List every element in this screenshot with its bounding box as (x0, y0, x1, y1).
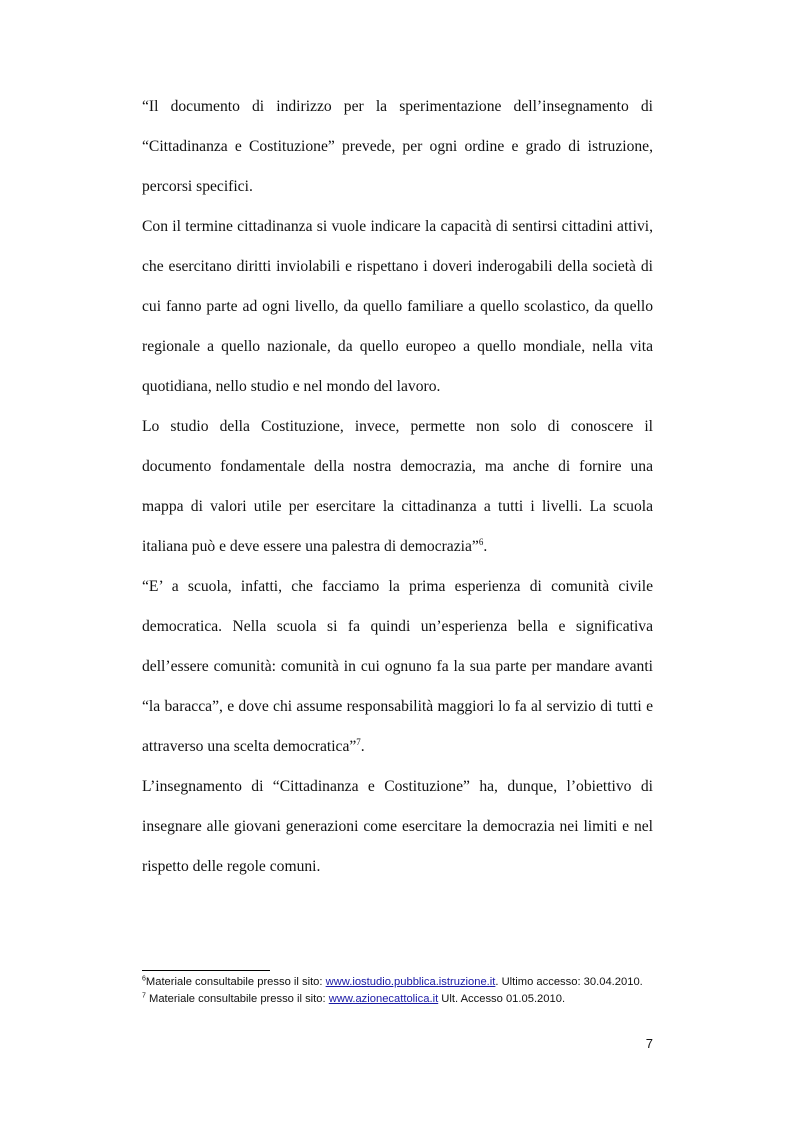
paragraph-2 (142, 207, 653, 407)
footnote-7 (142, 992, 653, 1007)
footnote-6-tail: . Ultimo accesso: 30.04.2010. (495, 976, 643, 988)
footnote-ref-7[interactable]: 7 (356, 736, 361, 747)
footnote-6-number: 6 (142, 975, 146, 983)
paragraph-4-end: . (360, 738, 365, 755)
footnote-6-text: Materiale consultabile presso il sito: (145, 976, 326, 988)
footnote-separator (142, 970, 270, 971)
footnote-7-link[interactable]: www.azionecattolica.it (328, 993, 439, 1005)
paragraph-3-text: Lo studio della Costituzione, invece, permette non solo di conoscere il documento fondamentale della nostra democrazia, ma anche di fornire una mappa di valori utile per esercitare la cittadinanza a tutti i livelli. La scuola italiana può e deve essere una palestra di democrazia” (142, 418, 653, 555)
footnote-6 (142, 975, 653, 990)
paragraph-5-text: L’insegnamento di “Cittadinanza e Costituzione” ha, dunque, l’obiettivo di insegnare alle giovani generazioni come esercitare la democrazia nei limiti e nel rispetto delle regole comuni. (142, 778, 653, 875)
footnote-ref-6[interactable]: 6 (478, 536, 484, 547)
footnote-6-link[interactable]: www.iostudio.pubblica.istruzione.it (325, 976, 496, 988)
paragraph-3 (142, 407, 653, 567)
paragraph-1 (142, 87, 653, 207)
paragraph-4-text: “E’ a scuola, infatti, che facciamo la prima esperienza di comunità civile democratica. Nella scuola si fa quindi un’esperienza bella e significativa dell’essere comunità: comunità in cui ognuno fa la sua parte per mandare avanti “la baracca”, e dove chi assume responsabilità maggiori lo fa al servizio di tutti e attraverso una scelta democratica” (142, 578, 653, 755)
footnotes (142, 975, 653, 1009)
footnote-7-number: 7 (142, 992, 146, 1000)
paragraph-5 (142, 767, 653, 887)
footnote-7-text: Materiale consultabile presso il sito: (145, 993, 329, 1005)
paragraph-4 (142, 567, 653, 767)
footnote-7-tail: Ult. Accesso 01.05.2010. (438, 993, 566, 1005)
paragraph-1-text: “Il documento di indirizzo per la sperimentazione dell’insegnamento di “Cittadinanza e Costituzione” prevede, per ogni ordine e grado di istruzione, percorsi specifici. (142, 98, 653, 195)
paragraph-3-end: . (483, 538, 488, 555)
body-text (142, 87, 653, 887)
paragraph-2-text: Con il termine cittadinanza si vuole indicare la capacità di sentirsi cittadini attivi, che esercitano diritti inviolabili e rispettano i doveri inderogabili della società di cui fanno parte ad ogni livello, da quello familiare a quello scolastico, da quello regionale a quello nazionale, da quello europeo a quello mondiale, nella vita quotidiana, nello studio e nel mondo del lavoro. (142, 218, 653, 395)
page-number: 7 (645, 1036, 653, 1051)
